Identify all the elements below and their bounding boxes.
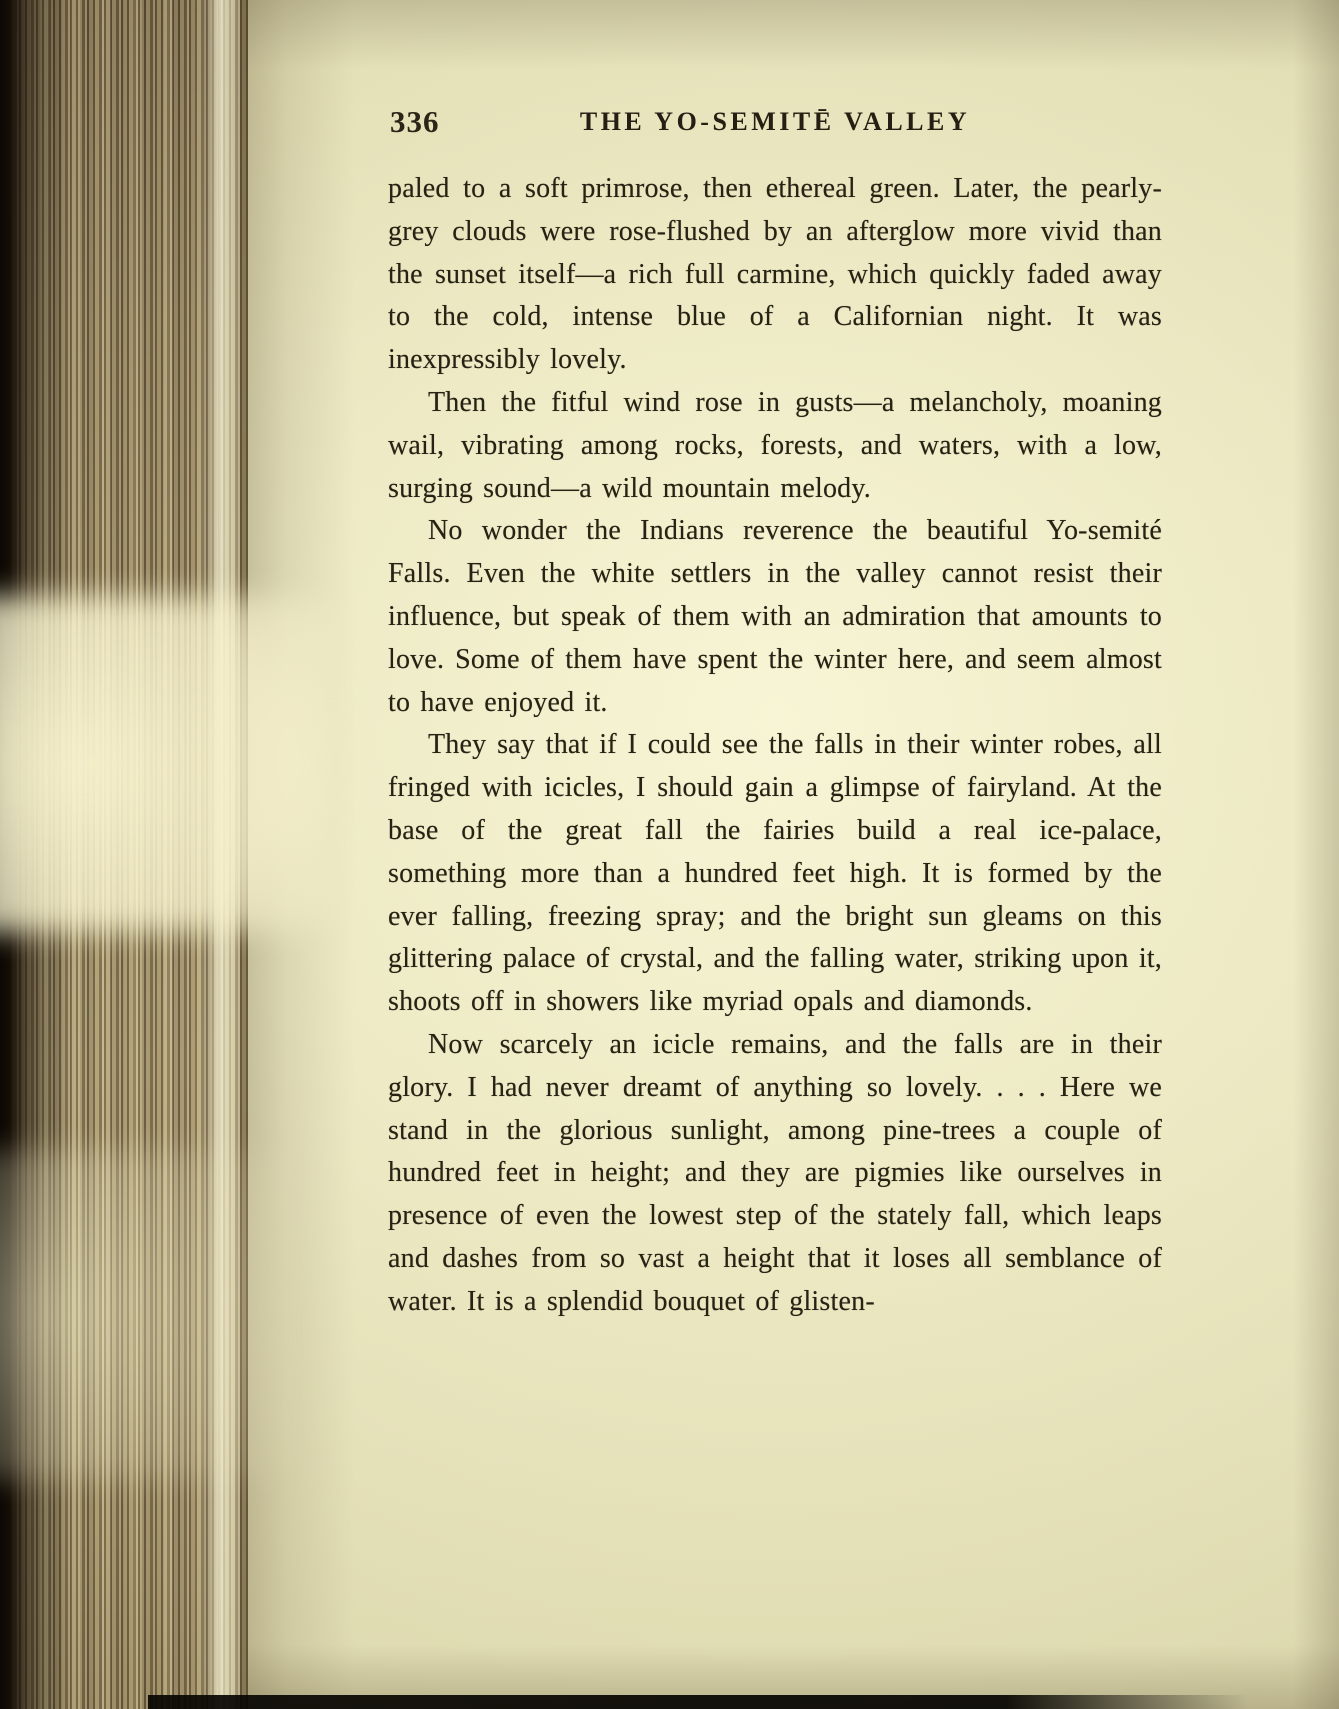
paragraph: Now scarcely an icicle remains, and the falls are in their glory. I had never dreamt of anything so lovely. . . . Here we stand in the glorious sunlight, among pine-trees a couple of hundred feet in height; and they are pigmies like ourselves in presence of even the lowest step of the stately fall, which leaps and dashes from so vast a height that it loses all semblance of water. It is a splendid bouquet of glisten-: [388, 1028, 1162, 1317]
page-edge-highlight: [204, 0, 240, 1709]
gutter-shadow: [240, 0, 355, 1709]
page-body: [388, 168, 1162, 1324]
page-text-block: [388, 104, 1162, 1324]
page-number: 336: [390, 104, 440, 139]
right-edge-shadow: [1293, 0, 1339, 1709]
paragraph: Then the fitful wind rose in gusts—a melancholy, moaning wail, vibrating among rocks, forests, and waters, with a low, surging sound—a wild mountain melody.: [388, 386, 1162, 504]
paragraph: They say that if I could see the falls in their winter robes, all fringed with icicles, I should gain a glimpse of fairyland. At the base of the great fall the fairies build a real ice-palace, something more than a hundred feet high. It is formed by the ever falling, freezing spray; and the bright sun gleams on this glittering palace of crystal, and the falling water, striking upon it, shoots off in showers like myriad opals and diamonds.: [388, 729, 1162, 1018]
paragraph: paled to a soft primrose, then ethereal green. Later, the pearly-grey clouds were rose-flushed by an afterglow more vivid than the sunset itself—a rich full carmine, which quickly faded away to the cold, intense blue of a Californian night. It was inexpressibly lovely.: [388, 173, 1162, 376]
table-edge-strip: [148, 1695, 1248, 1709]
page-header: [388, 104, 1162, 146]
paragraph: No wonder the Indians reverence the beautiful Yo-semité Falls. Even the white settlers in the valley cannot resist their influence, but speak of them with an admiration that amounts to love. Some of them have spent the winter here, and seem almost to have enjoyed it.: [388, 515, 1162, 718]
running-header: THE YO-SEMITĒ VALLEY: [579, 107, 971, 136]
